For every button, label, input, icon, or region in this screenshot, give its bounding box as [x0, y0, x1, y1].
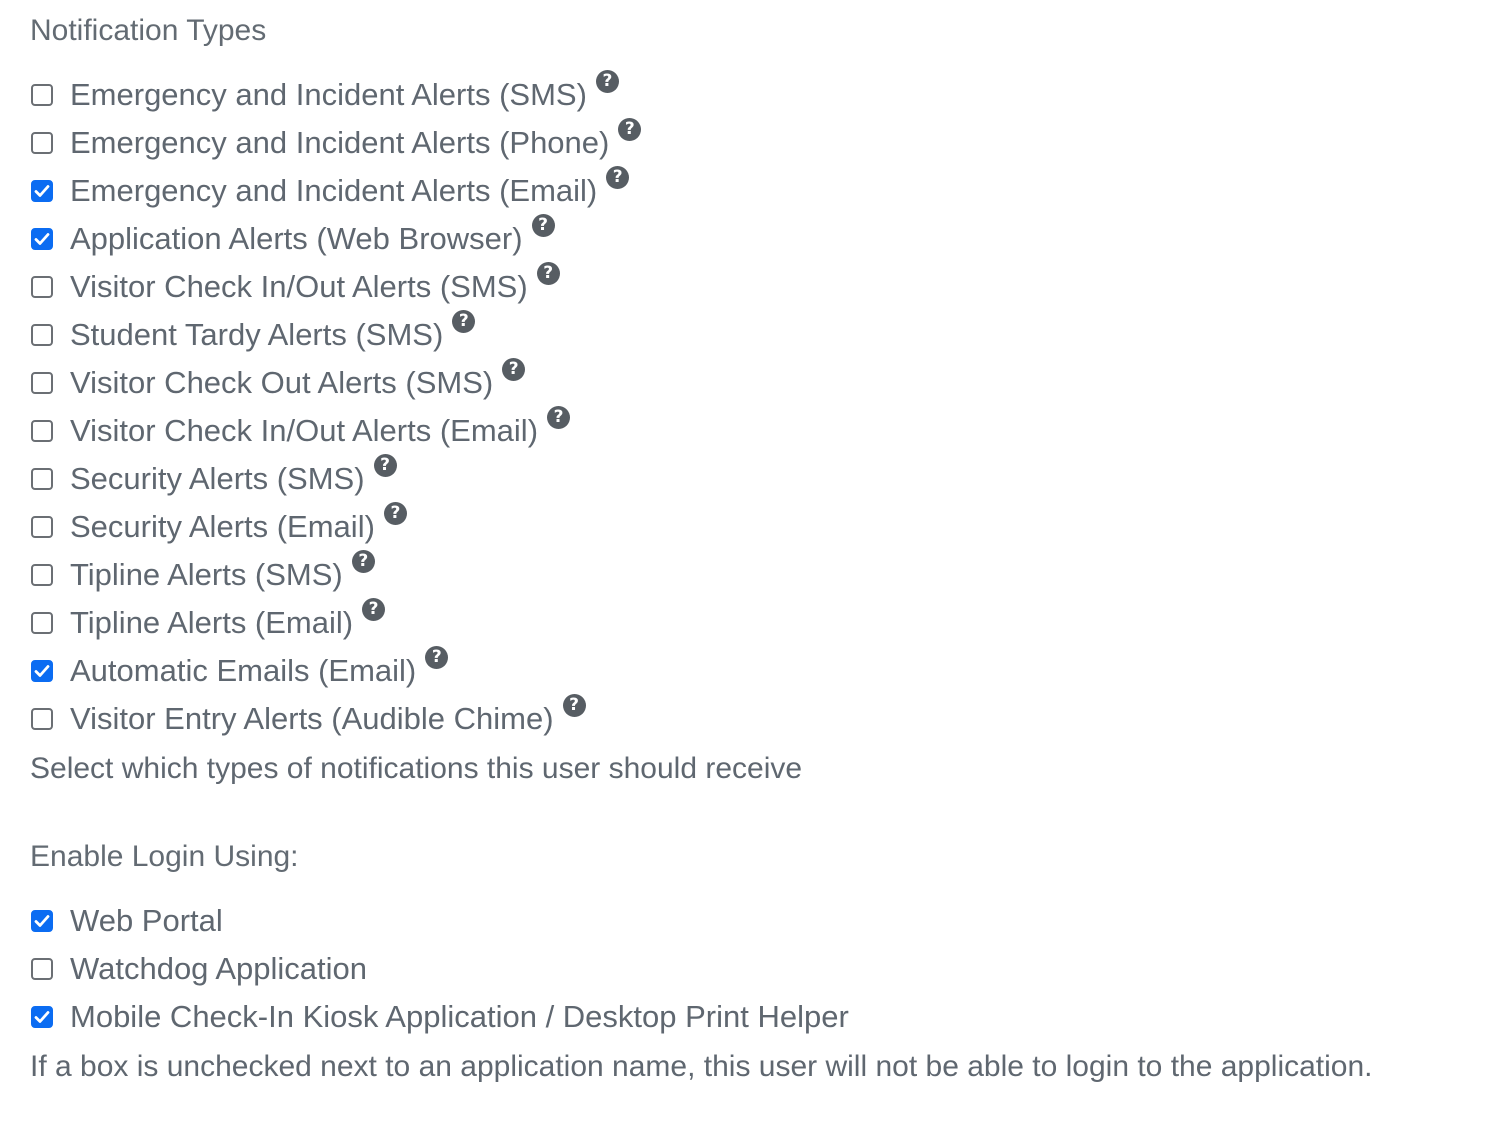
- login-option-watchdog-application[interactable]: [30, 945, 1490, 993]
- checkbox[interactable]: [31, 910, 53, 932]
- checkmark-icon: [34, 232, 50, 246]
- help-question-icon[interactable]: ?: [352, 550, 375, 573]
- checkbox[interactable]: [31, 228, 53, 250]
- option-label: Tipline Alerts (Email): [70, 605, 354, 640]
- help-question-icon[interactable]: ?: [606, 166, 629, 189]
- login-methods-help-text: If a box is unchecked next to an application name, this user will not be able to login to the application.: [30, 1050, 1373, 1083]
- help-question-icon[interactable]: ?: [502, 358, 525, 381]
- help-question-icon[interactable]: ?: [452, 310, 475, 333]
- help-question-icon[interactable]: ?: [532, 214, 555, 237]
- notification-option-visitor-entry-chime[interactable]: [30, 695, 1490, 743]
- checkbox[interactable]: [31, 324, 53, 346]
- option-label: Security Alerts (Email): [70, 509, 375, 544]
- login-methods-list: [30, 897, 1490, 1041]
- checkmark-icon: [34, 664, 50, 678]
- checkbox[interactable]: [31, 372, 53, 394]
- help-question-icon[interactable]: ?: [384, 502, 407, 525]
- option-label: Application Alerts (Web Browser): [70, 221, 523, 256]
- help-question-icon[interactable]: ?: [362, 598, 385, 621]
- checkbox[interactable]: [31, 516, 53, 538]
- help-question-icon[interactable]: ?: [425, 646, 448, 669]
- notification-option-automatic-emails[interactable]: [30, 647, 1490, 695]
- option-label: Emergency and Incident Alerts (Email): [70, 173, 598, 208]
- option-label: Visitor Check In/Out Alerts (SMS): [70, 269, 528, 304]
- checkbox[interactable]: [31, 84, 53, 106]
- help-question-icon[interactable]: ?: [374, 454, 397, 477]
- option-label: Student Tardy Alerts (SMS): [70, 317, 444, 352]
- help-question-icon[interactable]: ?: [537, 262, 560, 285]
- checkbox[interactable]: [31, 276, 53, 298]
- checkmark-icon: [34, 1010, 50, 1024]
- notification-option-emergency-email[interactable]: [30, 167, 1490, 215]
- notification-option-security-email[interactable]: [30, 503, 1490, 551]
- help-question-icon[interactable]: ?: [563, 694, 586, 717]
- option-label: Emergency and Incident Alerts (SMS): [70, 77, 587, 112]
- login-option-web-portal[interactable]: [30, 897, 1490, 945]
- notification-option-visitor-out-sms[interactable]: [30, 359, 1490, 407]
- notification-option-tipline-email[interactable]: [30, 599, 1490, 647]
- notification-option-emergency-sms[interactable]: [30, 71, 1490, 119]
- notification-option-student-tardy-sms[interactable]: [30, 311, 1490, 359]
- checkbox[interactable]: [31, 958, 53, 980]
- checkmark-icon: [34, 914, 50, 928]
- notification-types-list: [30, 71, 1490, 743]
- checkbox[interactable]: [31, 564, 53, 586]
- option-label: Security Alerts (SMS): [70, 461, 365, 496]
- notification-types-help-text: Select which types of notifications this user should receive: [30, 752, 803, 785]
- checkbox[interactable]: [31, 612, 53, 634]
- option-label: Watchdog Application: [70, 951, 367, 986]
- checkbox[interactable]: [31, 180, 53, 202]
- user-settings-form: [30, 0, 1490, 1085]
- checkbox[interactable]: [31, 660, 53, 682]
- help-question-icon[interactable]: ?: [547, 406, 570, 429]
- notification-types-heading: Notification Types: [30, 14, 267, 47]
- option-label: Mobile Check-In Kiosk Application / Desktop Print Helper: [70, 999, 849, 1034]
- help-question-icon[interactable]: ?: [618, 118, 641, 141]
- checkbox[interactable]: [31, 708, 53, 730]
- option-label: Emergency and Incident Alerts (Phone): [70, 125, 610, 160]
- checkbox[interactable]: [31, 468, 53, 490]
- checkbox[interactable]: [31, 132, 53, 154]
- checkmark-icon: [34, 184, 50, 198]
- help-question-icon[interactable]: ?: [596, 70, 619, 93]
- notification-option-visitor-inout-sms[interactable]: [30, 263, 1490, 311]
- notification-option-security-sms[interactable]: [30, 455, 1490, 503]
- option-label: Web Portal: [70, 903, 223, 938]
- notification-option-visitor-inout-email[interactable]: [30, 407, 1490, 455]
- option-label: Automatic Emails (Email): [70, 653, 417, 688]
- option-label: Visitor Entry Alerts (Audible Chime): [70, 701, 554, 736]
- notification-option-application-web[interactable]: [30, 215, 1490, 263]
- notification-option-tipline-sms[interactable]: [30, 551, 1490, 599]
- login-methods-heading: Enable Login Using:: [30, 840, 299, 873]
- checkbox[interactable]: [31, 420, 53, 442]
- option-label: Visitor Check In/Out Alerts (Email): [70, 413, 539, 448]
- notification-option-emergency-phone[interactable]: [30, 119, 1490, 167]
- login-option-mobile-kiosk[interactable]: [30, 993, 1490, 1041]
- checkbox[interactable]: [31, 1006, 53, 1028]
- option-label: Tipline Alerts (SMS): [70, 557, 343, 592]
- option-label: Visitor Check Out Alerts (SMS): [70, 365, 494, 400]
